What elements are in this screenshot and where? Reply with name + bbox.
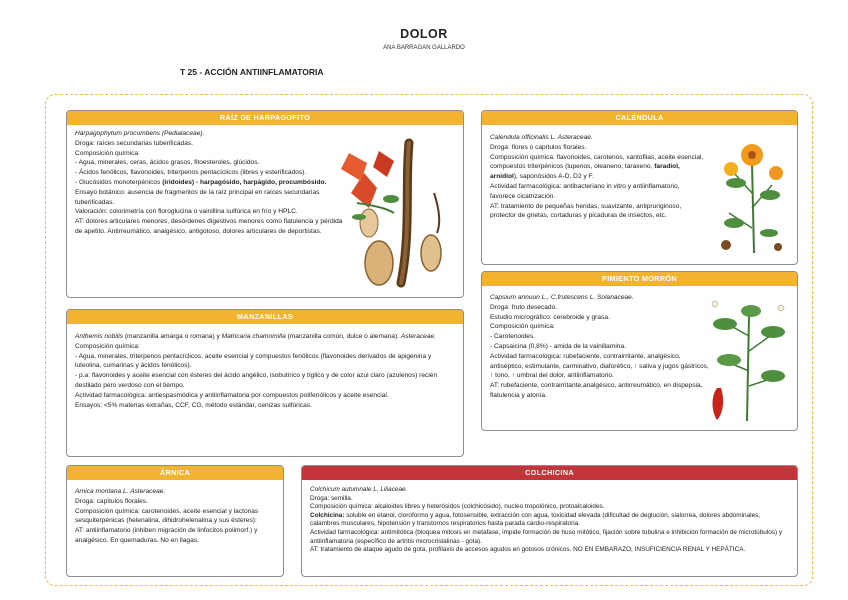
calendula-droga: Droga: flores o capítulos florales.: [490, 143, 587, 151]
theme-heading: T 25 - ACCIÓN ANTIINFLAMATORIA: [180, 67, 324, 77]
pimiento-species: Capsium annuun L., C.frutescens L. Solanaceae.: [490, 294, 634, 301]
card-header-calendula: CALÉNDULA: [482, 111, 797, 125]
arnica-comp: Composición química: carotenoides, aceite esencial y lactonas sesquiterpénicas (helenalina, dihidrohelenalina y sus ésteres):: [75, 507, 259, 525]
card-pimiento: [481, 271, 798, 431]
manzanillas-comp2: - p.a: flavonoides y aceite esencial con ésteres del ácido angélico, isobutírico y tíglico y de color azul claro (azulenos) recién destilado pero verdoso con el tiempo.: [75, 372, 438, 389]
pimiento-comp1: - Carotenoides.: [490, 333, 536, 341]
pimiento-comp-label: Composición química:: [490, 323, 555, 331]
arnica-at: AT: antiinflamatorio (inhiben migración de linfocitos polimorf.) y analgésico. En quemaduras. No en llagas.: [75, 527, 258, 544]
pimiento-illustration: [707, 296, 795, 426]
colchicina-droga: Droga: semilla.: [310, 494, 353, 502]
card-header-arnica: ÁRNICA: [67, 466, 283, 480]
calendula-at: AT: tratamiento de pequeñas heridas, suavizante, antipruriginoso, protector de grietas, cortaduras y picaduras de insectos, etc.: [490, 202, 682, 220]
card-arnica: [66, 465, 284, 577]
manzanillas-comp-label: Composición química:: [75, 342, 140, 350]
calendula-illustration: [714, 133, 794, 258]
harpagofito-droga: Droga: raíces secundarias tuberificadas.: [75, 139, 194, 147]
pimiento-droga: Droga: fruto desecado.: [490, 303, 558, 311]
author-name: ANA BARRAGAN GALLARDO: [383, 45, 465, 51]
harpagofito-at: AT: dolores articulares menores, desórdenes digestivos menores como flatulencia y pérdida de apetito. Antirreumático, analgésico, antigotoso, dolores articulares de deportistas.: [75, 218, 343, 235]
pimiento-at: AT: rubefaciente, contrairritante,analgésico, antirreumático, en dispepsia, flatulencia y atonía.: [490, 382, 703, 399]
harpagofito-comp3: - Glucósidos monoterpénicos (iridoides) - harpagósido, harpágido, procumbósido.: [75, 178, 327, 186]
pimiento-actividad: Actividad farmacológica: rubefaciente, contrairritante, analgésico, antiséptico, estimulante, carminativo, diaforético, ↑ saliva y jugos gástricos, ↑ tono, ↑ umbral del dolor, antiinflamatorio.: [490, 352, 709, 380]
colchicina-species: Colchicum autumnale L. Liliaceae.: [310, 486, 408, 493]
harpagofito-comp1: - Agua, minerales, ceras, ácidos grasos, fitoesteroles, glúcidos.: [75, 159, 260, 167]
calendula-species: Calendula officinalis L. Asteraceae.: [490, 134, 593, 141]
pimiento-comp2: - Capsaicina (0,8%) - amida de la vainillamina.: [490, 342, 626, 350]
harpagofito-species: Harpagophytum procumbens (Pedialaceae).: [75, 130, 205, 137]
harpagofito-ensayo: Ensayo botánico: ausencia de fragmentos de la raíz principal en raíces secundarias tuberificadas.: [75, 188, 320, 206]
colchicina-comp: Composición química: alcaloides libres y heterósidos (colchicósido), nucleo tropolónico, protoalcaloides.: [310, 503, 605, 511]
manzanillas-ensayos: Ensayos: <5% materias extrañas, CCF, CG, método estándar, cenizas sulfúricas.: [75, 401, 312, 409]
calendula-comp: Composición química: flavonoides, carotenos, xantofilas, aceite esencial, compuestos triterpénicos (lupenos, oleaneno, taraxeno, faradiol, arnidiol), saponósidos A-D, D2 y F.: [490, 153, 704, 181]
pimiento-estudio: Estudio micrográfico: cerebroide y grasa.: [490, 313, 610, 321]
calendula-actividad: Actividad farmacológica: antibacteriano in vitro y antiinflamatorio, favorece cicatrización.: [490, 182, 680, 200]
card-calendula: [481, 110, 798, 265]
harpagofito-illustration: [339, 133, 457, 293]
manzanillas-comp1: - Agua, minerales, triterpenos pentacíclicos, aceite esencial y compuestos fenólicos (flavonoides derivados de apigenina y luteolina, cumarinas y ácidos fenólicos).: [75, 352, 432, 370]
colchicina-at: AT: tratamiento de ataque agudo de gota, profilaxis de accesos agudos en gotosos crónicos. NO EN EMBARAZO, INSUFICIENCIA RENAL Y HEPÁTICA.: [310, 546, 746, 554]
colchicina-actividad: Actividad farmacológica: antimitótica (bloquea mitosis en metafase, impide formación de huso mitótico, fijación sobre tubulina e inhibición formación de microtúbulos) y antiinflamatoria (específico de artritis microcristalinas - gota).: [310, 528, 783, 545]
card-header-manzanillas: MANZANILLAS: [67, 310, 463, 324]
harpagofito-comp-label: Composición química:: [75, 149, 140, 157]
card-header-colchicina: COLCHICINA: [302, 466, 797, 480]
manzanillas-species: Anthemis nobilis (manzanilla amarga o romana) y Matricaria chamomilla (manzanilla común, dulce o alemana). Asteraceae.: [75, 333, 437, 340]
manzanillas-actividad: Actividad farmacológica: antiespasmódica y antiinflamatoria por compuestos polifenólicos y aceite esencial.: [75, 391, 389, 399]
harpagofito-valoracion: Valoración: colorimetría con floroglucina o vainillina sulfúrica en frío y HPLC.: [75, 208, 298, 216]
page-title: DOLOR: [400, 27, 448, 41]
card-harpagofito: [66, 110, 464, 298]
harpagofito-comp2: - Ácidos fenólicos, flavonoides, triterpenos pentacíclicos (libres y esterificados).: [75, 169, 307, 177]
card-manzanillas: [66, 309, 464, 457]
colchicina-colchicina: Colchicina: soluble en etanol, cloroformo y agua, fotosensible, extracción con agua, toxicidad elevada (dificultad de deglución, sialorrea, dolores abdominales, calambres musculares, hipotensión y transtornos respiratorios hasta parada cardio-respiratoria.: [310, 511, 761, 528]
card-header-harpagofito: RAÍZ DE HARPAGOFITO: [67, 111, 463, 125]
card-colchicina: [301, 465, 798, 577]
arnica-droga: Droga: capítulos florales.: [75, 497, 148, 505]
card-header-pimiento: PIMIENTO MORRÓN: [482, 272, 797, 286]
arnica-species: Arnica montana L. Asteraceae.: [75, 488, 166, 495]
